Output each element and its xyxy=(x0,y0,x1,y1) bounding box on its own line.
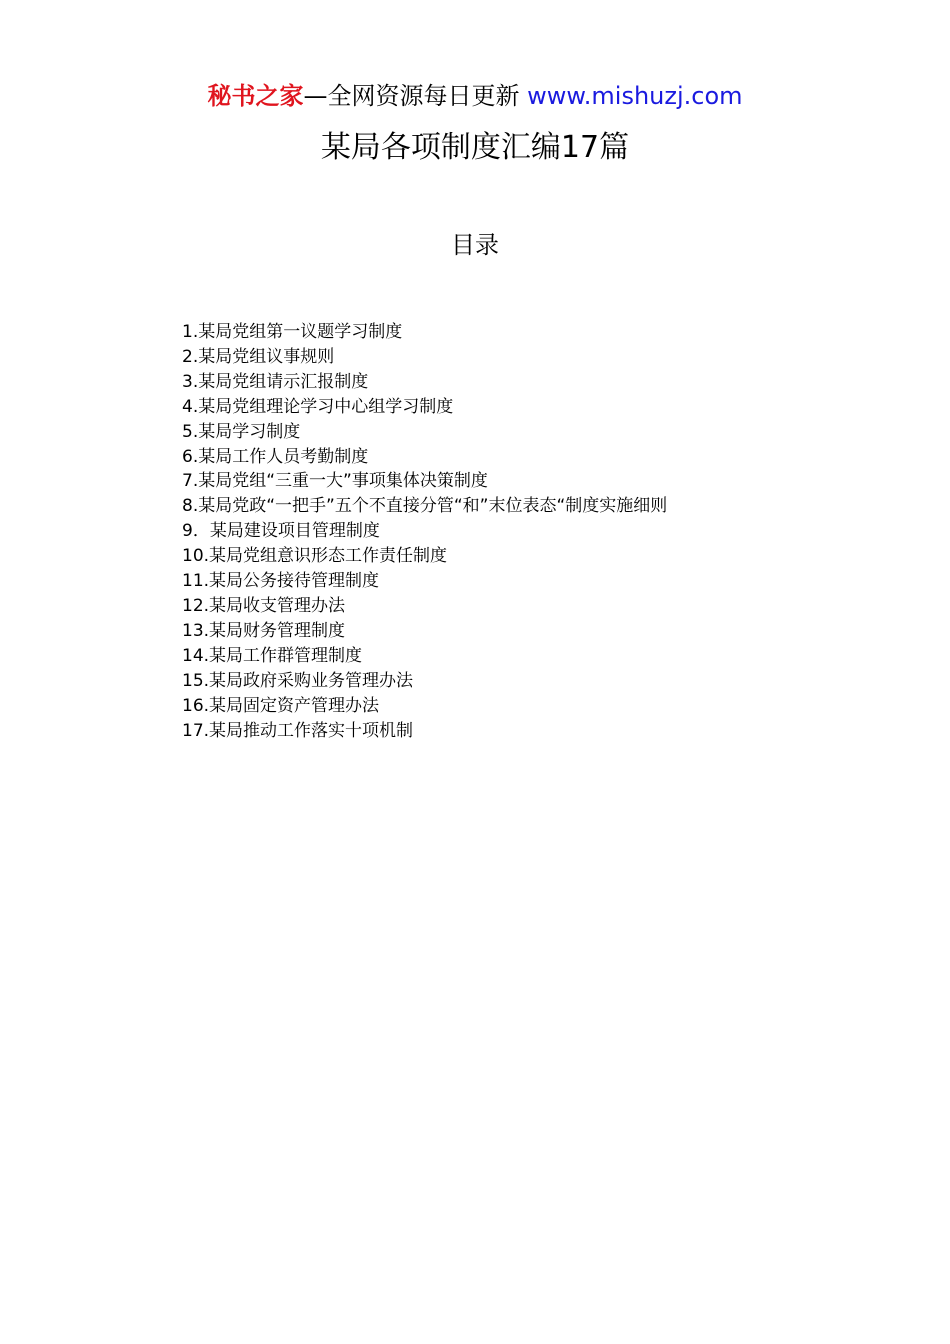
site-header xyxy=(0,80,950,112)
toc-item: 16.某局固定资产管理办法 xyxy=(182,695,380,716)
toc-item: 12.某局收支管理办法 xyxy=(182,595,346,616)
toc-item: 17.某局推动工作落实十项机制 xyxy=(182,720,414,741)
toc-item: 7.某局党组“三重一大”事项集体决策制度 xyxy=(182,471,488,492)
site-tagline: —全网资源每日更新 xyxy=(303,82,520,110)
toc-item: 2.某局党组议事规则 xyxy=(182,346,335,367)
toc-item: 8.某局党政“一把手”五个不直接分管“和”末位表态“制度实施细则 xyxy=(182,496,668,517)
toc-item: 1.某局党组第一议题学习制度 xyxy=(182,322,403,342)
toc-item: 11.某局公务接待管理制度 xyxy=(182,571,380,592)
toc-heading: 目录 xyxy=(451,231,499,259)
toc-item: 5.某局学习制度 xyxy=(182,421,301,442)
site-brand: 秘书之家 xyxy=(207,82,304,110)
toc-item: 13.某局财务管理制度 xyxy=(182,620,346,641)
document-title: 某局各项制度汇编17篇 xyxy=(320,130,630,165)
toc-item: 14.某局工作群管理制度 xyxy=(182,645,363,666)
toc-item: 10.某局党组意识形态工作责任制度 xyxy=(182,546,448,567)
toc-item: 15.某局政府采购业务管理办法 xyxy=(182,670,414,691)
toc-item: 3.某局党组请示汇报制度 xyxy=(182,371,369,392)
site-url-link[interactable]: www.mishuzj.com xyxy=(527,82,743,110)
toc-item: 4.某局党组理论学习中心组学习制度 xyxy=(182,396,454,417)
toc-item: 9．某局建设项目管理制度 xyxy=(182,521,380,542)
toc-item: 6.某局工作人员考勤制度 xyxy=(182,446,369,467)
table-of-contents xyxy=(182,320,667,743)
